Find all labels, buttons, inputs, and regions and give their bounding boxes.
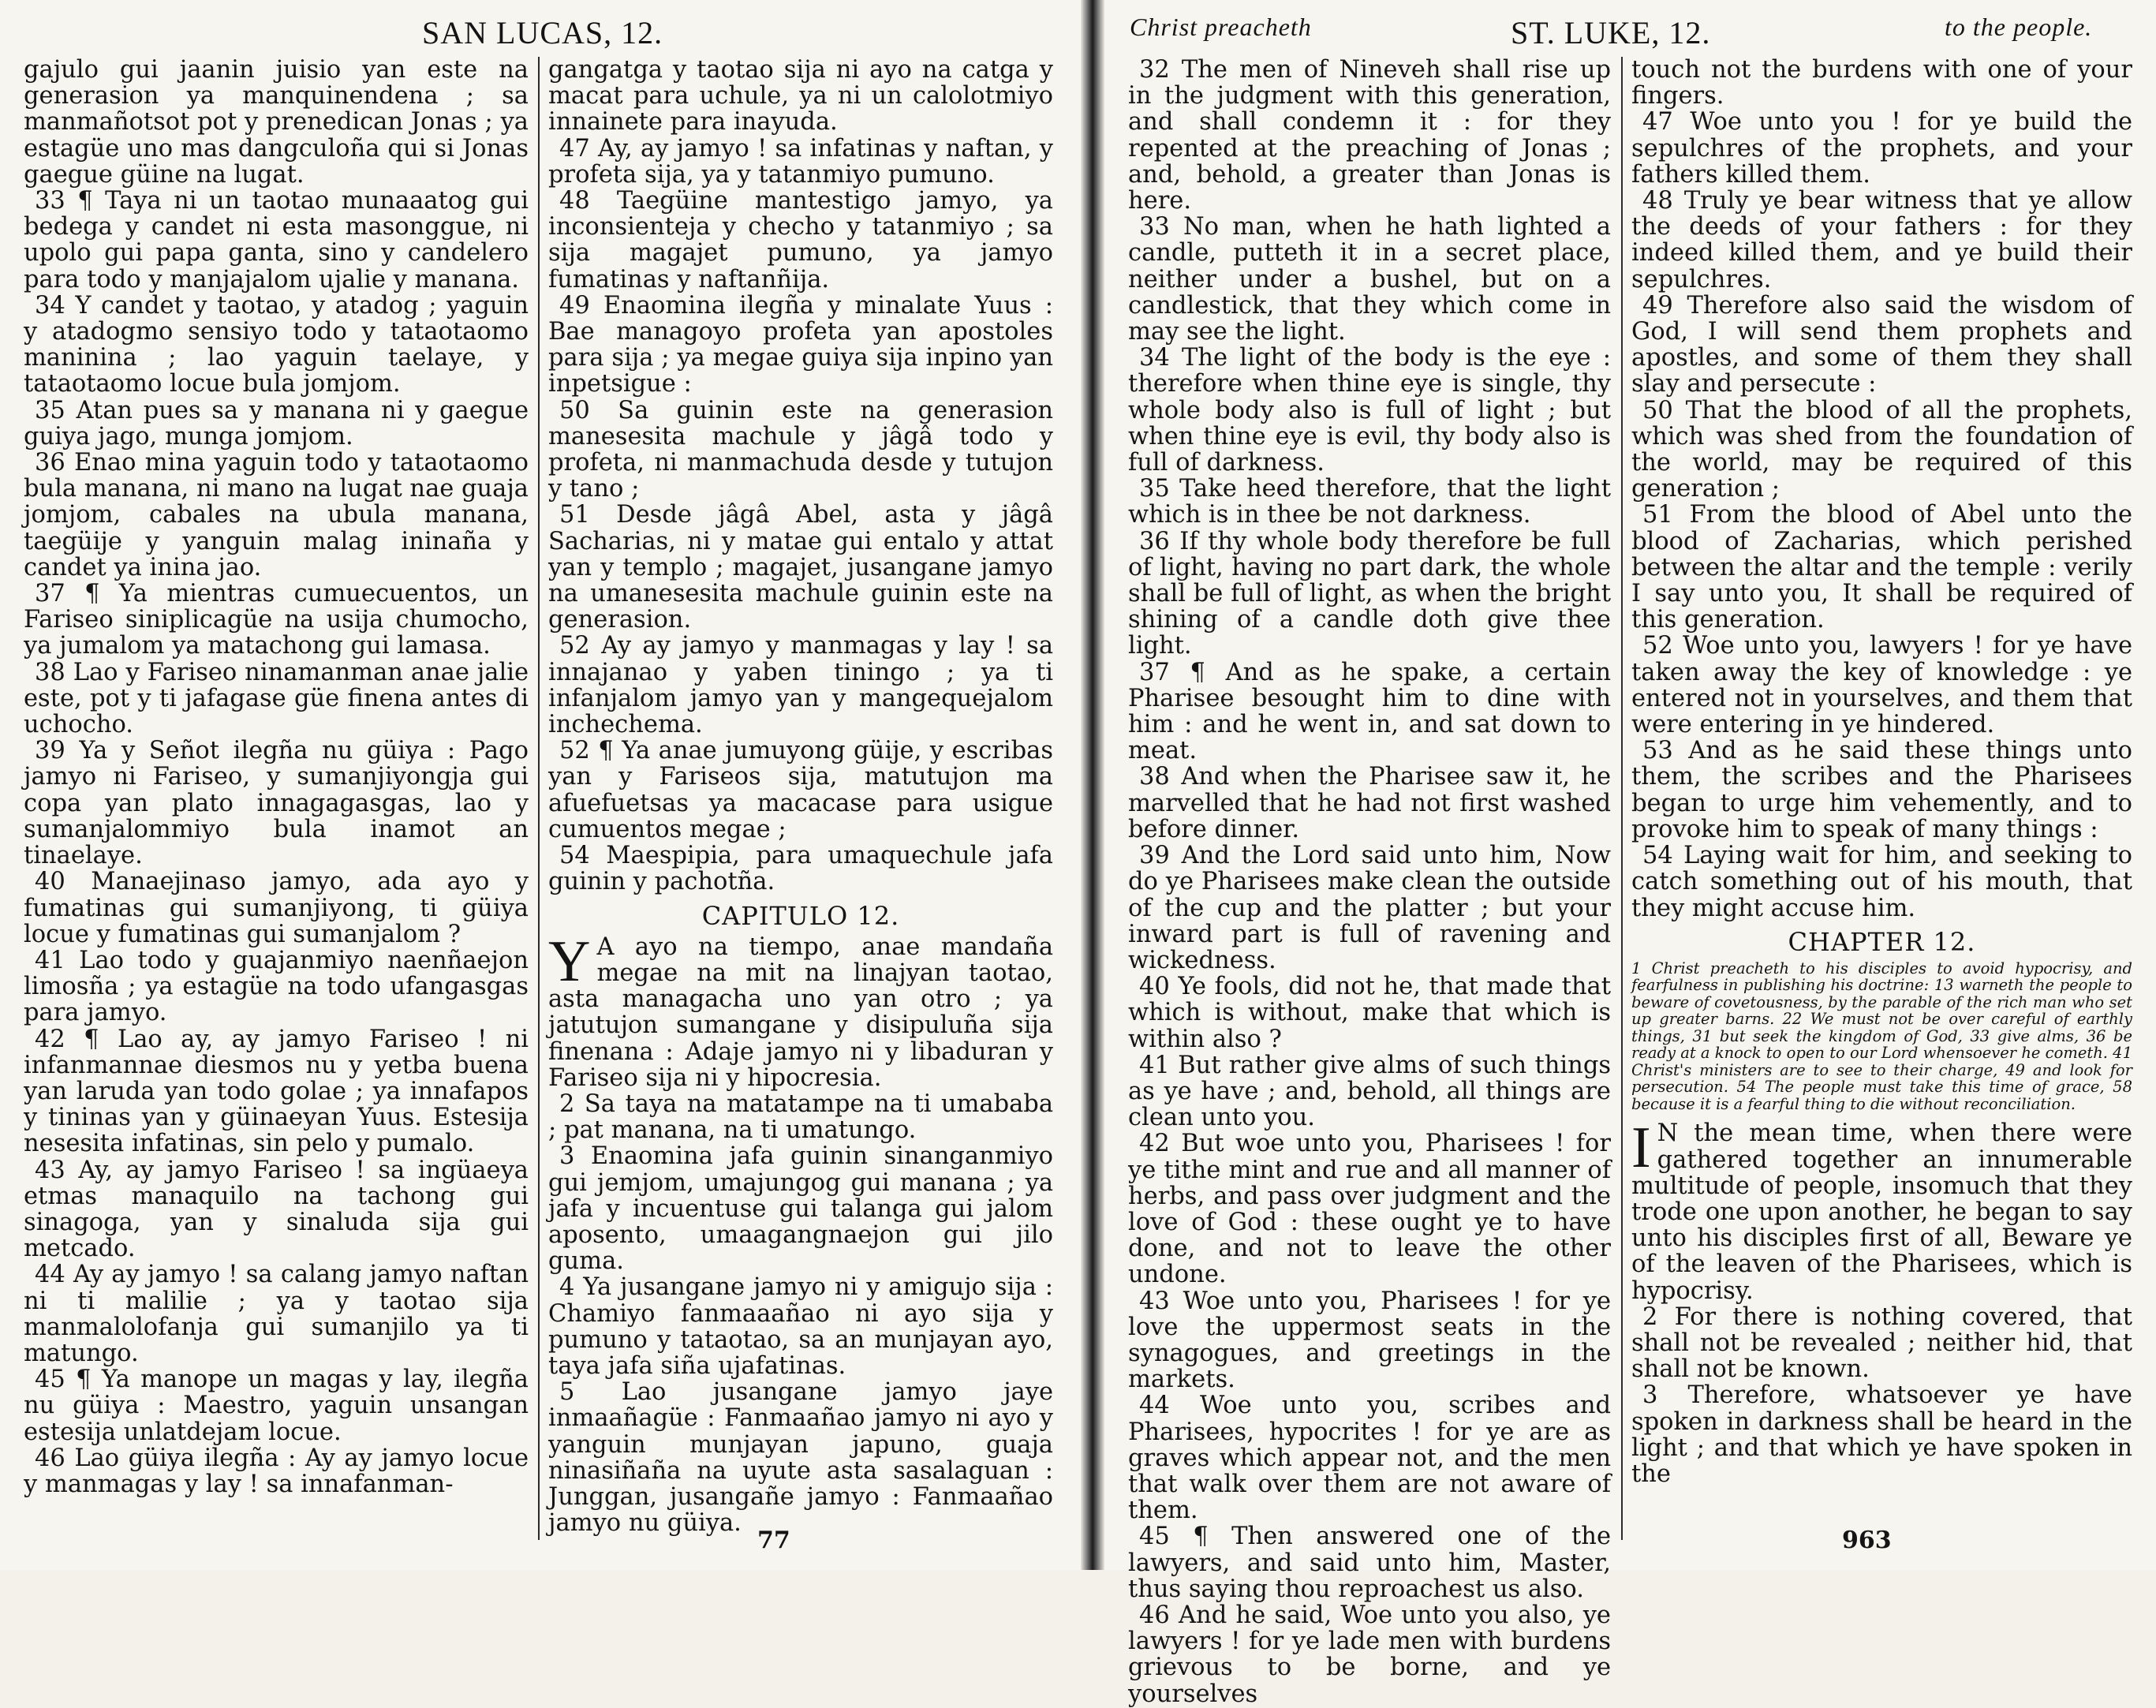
verse-paragraph: 37 ¶ Ya mientras cumuecuentos, un Fariseo siniplicagüe na usija chumocho, ya jumalom ya matachong gui lamasa. <box>24 580 529 660</box>
book-gutter <box>1081 0 1104 1570</box>
column-rule <box>538 57 540 1540</box>
verse-paragraph: 48 Taegüine mantestigo jamyo, ya inconsienteja y checho y tatanmiyo ; sa sija magajet pumuno, ya jamyo fumatinas y naftanñija. <box>548 187 1053 293</box>
running-head-right: to the people. <box>1945 13 2093 41</box>
verse-paragraph: touch not the burdens with one of your fingers. <box>1631 56 2132 110</box>
verse-paragraph: 34 The light of the body is the eye : therefore when thine eye is single, thy whole body also is full of light ; but when thine eye is evil, thy body also is full of darkness. <box>1128 344 1611 477</box>
verse-paragraph: 49 Enaomina ilegña y minalate Yuus : Bae managoyo profeta yan apostoles para sija ; ya megae guiya sija inpino yan inpetsigue : <box>548 291 1053 398</box>
running-head: SAN LUCAS, 12. <box>422 15 663 50</box>
verse-paragraph: 45 ¶ Ya manope un magas y lay, ilegña nu güiya : Maestro, yaguin unsangan estesija unlatdejam locue. <box>24 1366 529 1446</box>
verse-paragraph: 34 Y candet y taotao, y atadog ; yaguin y atadogmo sensiyo todo y tataotaomo maninina ; lao yaguin taelaye, y tataotaomo locue bula jomjom. <box>24 291 529 398</box>
verse-paragraph: 47 Woe unto you ! for ye build the sepulchres of the prophets, and your fathers killed them. <box>1631 108 2132 189</box>
verse-paragraph: 44 Woe unto you, scribes and Pharisees, hypocrites ! for ye are as graves which appear not, and the men that walk over them are not aware of them. <box>1128 1392 1611 1525</box>
verse-paragraph: 53 And as he said these things unto them, the scribes and the Pharisees began to urge him vehemently, and to provoke him to speak of many things : <box>1631 737 2132 843</box>
page-number: 963 <box>1842 1527 1892 1554</box>
verse-paragraph: 41 Lao todo y guajanmiyo naenñaejon limosña ; ya estagüe na todo ufangasgas para jamyo. <box>24 946 529 1027</box>
chapter-opening <box>1631 1116 2132 1489</box>
running-head-left: Christ preacheth <box>1130 13 1312 41</box>
verse-paragraph: 35 Atan pues sa y manana ni y gaegue guiya jago, munga jomjom. <box>24 396 529 450</box>
verse-paragraph: 33 No man, when he hath lighted a candle, putteth it in a secret place, neither under a bushel, but on a candlestick, that they which come in may see the light. <box>1128 213 1611 346</box>
verse-list <box>548 57 1053 895</box>
verse-paragraph: 46 Lao güiya ilegña : Ay ay jamyo locue y manmagas y lay ! sa innafanman- <box>24 1444 529 1498</box>
verse-paragraph: 51 From the blood of Abel unto the blood of Zacharias, which perished between the altar and the temple : verily I say unto you, It shall be required of this generation. <box>1631 501 2132 634</box>
running-head-center: ST. LUKE, 12. <box>1511 15 1711 50</box>
verse-paragraph: 54 Maespipia, para umaquechule jafa guinin y pachotña. <box>548 842 1053 896</box>
verse-paragraph: 46 And he said, Woe unto you also, ye lawyers ! for ye lade men with burdens grievous to be borne, and ye yourselves <box>1128 1601 1611 1708</box>
verse-paragraph: 47 Ay, ay jamyo ! sa infatinas y naftan, y profeta sija, ya y tatanmiyo pumuno. <box>548 134 1053 189</box>
verse-paragraph: 52 ¶ Ya anae jumuyong güije, y escribas yan y Fariseos sija, matutujon ma afuefuetsas ya macacase para usigue cumuentos megae ; <box>548 737 1053 843</box>
column-rule <box>1621 57 1623 1540</box>
chapter-heading: CAPITULO 12. <box>701 900 900 931</box>
right-page <box>1104 0 2156 1708</box>
left-column-1 <box>24 57 529 1497</box>
verse-paragraph: 3 Therefore, whatsoever ye have spoken in darkness shall be heard in the light ; and that which ye have spoken in the <box>1631 1381 2132 1489</box>
verse-list <box>24 57 529 1497</box>
verse-paragraph: 49 Therefore also said the wisdom of God, I will send them prophets and apostles, and some of them they shall slay and persecute : <box>1631 291 2132 398</box>
drop-cap: Y <box>548 929 591 994</box>
verse-paragraph: 45 ¶ Then answered one of the lawyers, and said unto him, Master, thus saying thou reproachest us also. <box>1128 1523 1611 1603</box>
verse-paragraph: N the mean time, when there were gathered together an innumerable multitude of people, insomuch that they trode one upon another, he began to say unto his disciples first of all, Beware ye of the leaven of the Pharisees, which is hypocrisy. <box>1631 1119 2132 1305</box>
verse-paragraph: 50 Sa guinin este na generasion manesesita machule y jâgâ todo y profeta, ni manmachuda desde y tutujon y tano ; <box>548 396 1053 503</box>
verse-paragraph: 32 The men of Nineveh shall rise up in the judgment with this generation, and shall condemn it : for they repented at the preaching of Jonas ; and, behold, a greater than Jonas is here. <box>1128 56 1611 215</box>
verse-paragraph: 35 Take heed therefore, that the light which is in thee be not darkness. <box>1128 475 1611 529</box>
right-column-2 <box>1631 57 2132 1487</box>
verse-paragraph: 2 Sa taya na matatampe na ti umababa ; pat manana, na ti umatungo. <box>548 1089 1053 1145</box>
left-column-2 <box>548 57 1053 1536</box>
verse-paragraph: 44 Ay ay jamyo ! sa calang jamyo naftan ni ti malilie ; ya y taotao sija manmalolofanja gui sumanjilo ya ti matungo. <box>24 1261 529 1367</box>
verse-paragraph: 36 Enao mina yaguin todo y tataotaomo bula manana, ni mano na lugat nae guaja jomjom, cabales na ubula manana, taegüije y yanguin malag ininaña y candet ya inina jao. <box>24 449 529 581</box>
chapter-heading: CHAPTER 12. <box>1788 926 1976 957</box>
verse-paragraph: 4 Ya jusangane jamyo ni y amigujo sija : Chamiyo fanmaaañao ni ayo sija y pumuno y tataotao, sa an munjayan ayo, taya jafa siña ujafatinas. <box>548 1273 1053 1380</box>
verse-paragraph: 42 ¶ Lao ay, ay jamyo Fariseo ! ni infanmannae diesmos nu y yetba buena yan laruda yan todo golae ; ya innafapos y tininas yan y güinaeyan Yuus. Estesija nesesita infatinas, sin pelo y pumalo. <box>24 1025 529 1158</box>
verse-paragraph: gajulo gui jaanin juisio yan este na generasion ya manquinendena ; sa manmañotsot pot y prenedican Jonas ; ya estagüe uno mas dangculoña qui si Jonas gaegue güine na lugat. <box>24 56 529 189</box>
verse-paragraph: 5 Lao jusangane jamyo jaye inmaañagüe : Fanmaañao jamyo ni ayo y yanguin munjayan japuno, guaja ninasiñaña na uyute asta sasalaguan : Junggan, jusangañe jamyo : Fanmaañao jamyo nu güiya. <box>548 1378 1053 1538</box>
right-column-1 <box>1128 57 1611 1707</box>
verse-paragraph: 38 Lao y Fariseo ninamanman anae jalie este, pot y ti jafagase güe finena antes di uchocho. <box>24 658 529 739</box>
chapter-summary: 1 Christ preacheth to his disciples to avoid hypocrisy, and fearfulness in publishing his doctrine: 13 warneth the people to beware of covetousness, by the parable of the rich man who set up greater barns. 22 We must not be over careful of earthly things, 31 but seek the kingdom of God, 33 give alms, 36 be ready at a knock to open to our Lord whensoever he cometh. 41 Christ's ministers are to see to their charge, 49 and look for persecution. 54 The people must take this time of grace, 58 because it is a fearful thing to die without reconciliation. <box>1631 959 2132 1113</box>
verse-list <box>1128 57 1611 1707</box>
page-number: 77 <box>757 1527 790 1554</box>
verse-paragraph: 51 Desde jâgâ Abel, asta y jâgâ Sacharias, ni y matae gui entalo y attat yan y templo ; magajet, jusangane jamyo na umanesesita machule guinin este na generasion. <box>548 501 1053 634</box>
chapter-opening <box>548 929 1053 1538</box>
verse-paragraph: 2 For there is nothing covered, that shall not be revealed ; neither hid, that shall not be known. <box>1631 1302 2132 1384</box>
verse-paragraph: 52 Woe unto you, lawyers ! for ye have taken away the key of knowledge : ye entered not in yourselves, and them that were entering in ye hindered. <box>1631 632 2132 739</box>
verse-list <box>1631 1116 2132 1489</box>
verse-paragraph: 40 Ye fools, did not he, that made that which is without, make that which is within also ? <box>1128 973 1611 1053</box>
verse-paragraph: 39 Ya y Señot ilegña nu güiya : Pago jamyo ni Fariseo, y sumanjiyongja gui copa yan plato innagagasgas, lao y sumanjalommiyo bula inamot an tinaelaye. <box>24 737 529 870</box>
verse-paragraph: 38 And when the Pharisee saw it, he marvelled that he had not first washed before dinner. <box>1128 763 1611 843</box>
verse-paragraph: 33 ¶ Taya ni un taotao munaaatog gui bedega y candet ni esta masonggue, ni upolo gui papa ganta, sino y candelero para todo y manjajalom ujalie y manana. <box>24 187 529 293</box>
verse-paragraph: 37 ¶ And as he spake, a certain Pharisee besought him to dine with him : and he went in, and sat down to meat. <box>1128 658 1611 765</box>
drop-cap: I <box>1631 1116 1651 1181</box>
verse-paragraph: 40 Manaejinaso jamyo, ada ayo y fumatinas gui sumanjiyong, ti güiya locue y fumatinas gui sumanjalom ? <box>24 868 529 948</box>
left-page <box>0 0 1081 1570</box>
verse-paragraph: 43 Ay, ay jamyo Fariseo ! sa ingüaeya etmas manaquilo na tachong gui sinagoga, yan y sinaluda sija gui metcado. <box>24 1156 529 1263</box>
verse-paragraph: 48 Truly ye bear witness that ye allow the deeds of your fathers : for they indeed killed them, and ye build their sepulchres. <box>1631 187 2132 293</box>
verse-paragraph: 52 Ay ay jamyo y manmagas y lay ! sa innajanao y yaben tiningo ; ya ti infanjalom jamyo yan y mangequejalom inchechema. <box>548 632 1053 739</box>
verse-paragraph: 41 But rather give alms of such things as ye have ; and, behold, all things are clean unto you. <box>1128 1051 1611 1132</box>
verse-list <box>548 929 1053 1538</box>
verse-list <box>1631 57 2132 921</box>
verse-paragraph: 42 But woe unto you, Pharisees ! for ye tithe mint and rue and all manner of herbs, and pass over judgment and the love of God : these ought ye to have done, and not to leave the other undone. <box>1128 1130 1611 1289</box>
verse-paragraph: 3 Enaomina jafa guinin sinanganmiyo gui jemjom, umajungog gui manana ; ya jafa y incuentuse gui talanga gui jalom aposento, umaagangnaejon gui jilo guma. <box>548 1142 1053 1276</box>
verse-paragraph: gangatga y taotao sija ni ayo na catga y macat para uchule, ya ni un calolotmiyo innainete para inayuda. <box>548 56 1053 136</box>
verse-paragraph: 50 That the blood of all the prophets, which was shed from the foundation of the world, may be required of this generation ; <box>1631 396 2132 503</box>
verse-paragraph: 54 Laying wait for him, and seeking to catch something out of his mouth, that they might accuse him. <box>1631 842 2132 922</box>
verse-paragraph: A ayo na tiempo, anae mandaña megae na mit na linajyan taotao, asta managacha uno yan otro ; ya jatutujon sumangane y disipuluña sija finenana : Adaje jamyo ni y libaduran y Fariseo sija ni y hipocresia. <box>548 932 1053 1092</box>
verse-paragraph: 43 Woe unto you, Pharisees ! for ye love the uppermost seats in the synagogues, and greetings in the markets. <box>1128 1287 1611 1394</box>
verse-paragraph: 36 If thy whole body therefore be full of light, having no part dark, the whole shall be full of light, as when the bright shining of a candle doth give thee light. <box>1128 527 1611 660</box>
verse-paragraph: 39 And the Lord said unto him, Now do ye Pharisees make clean the outside of the cup and the platter ; but your inward part is full of ravening and wickedness. <box>1128 842 1611 974</box>
